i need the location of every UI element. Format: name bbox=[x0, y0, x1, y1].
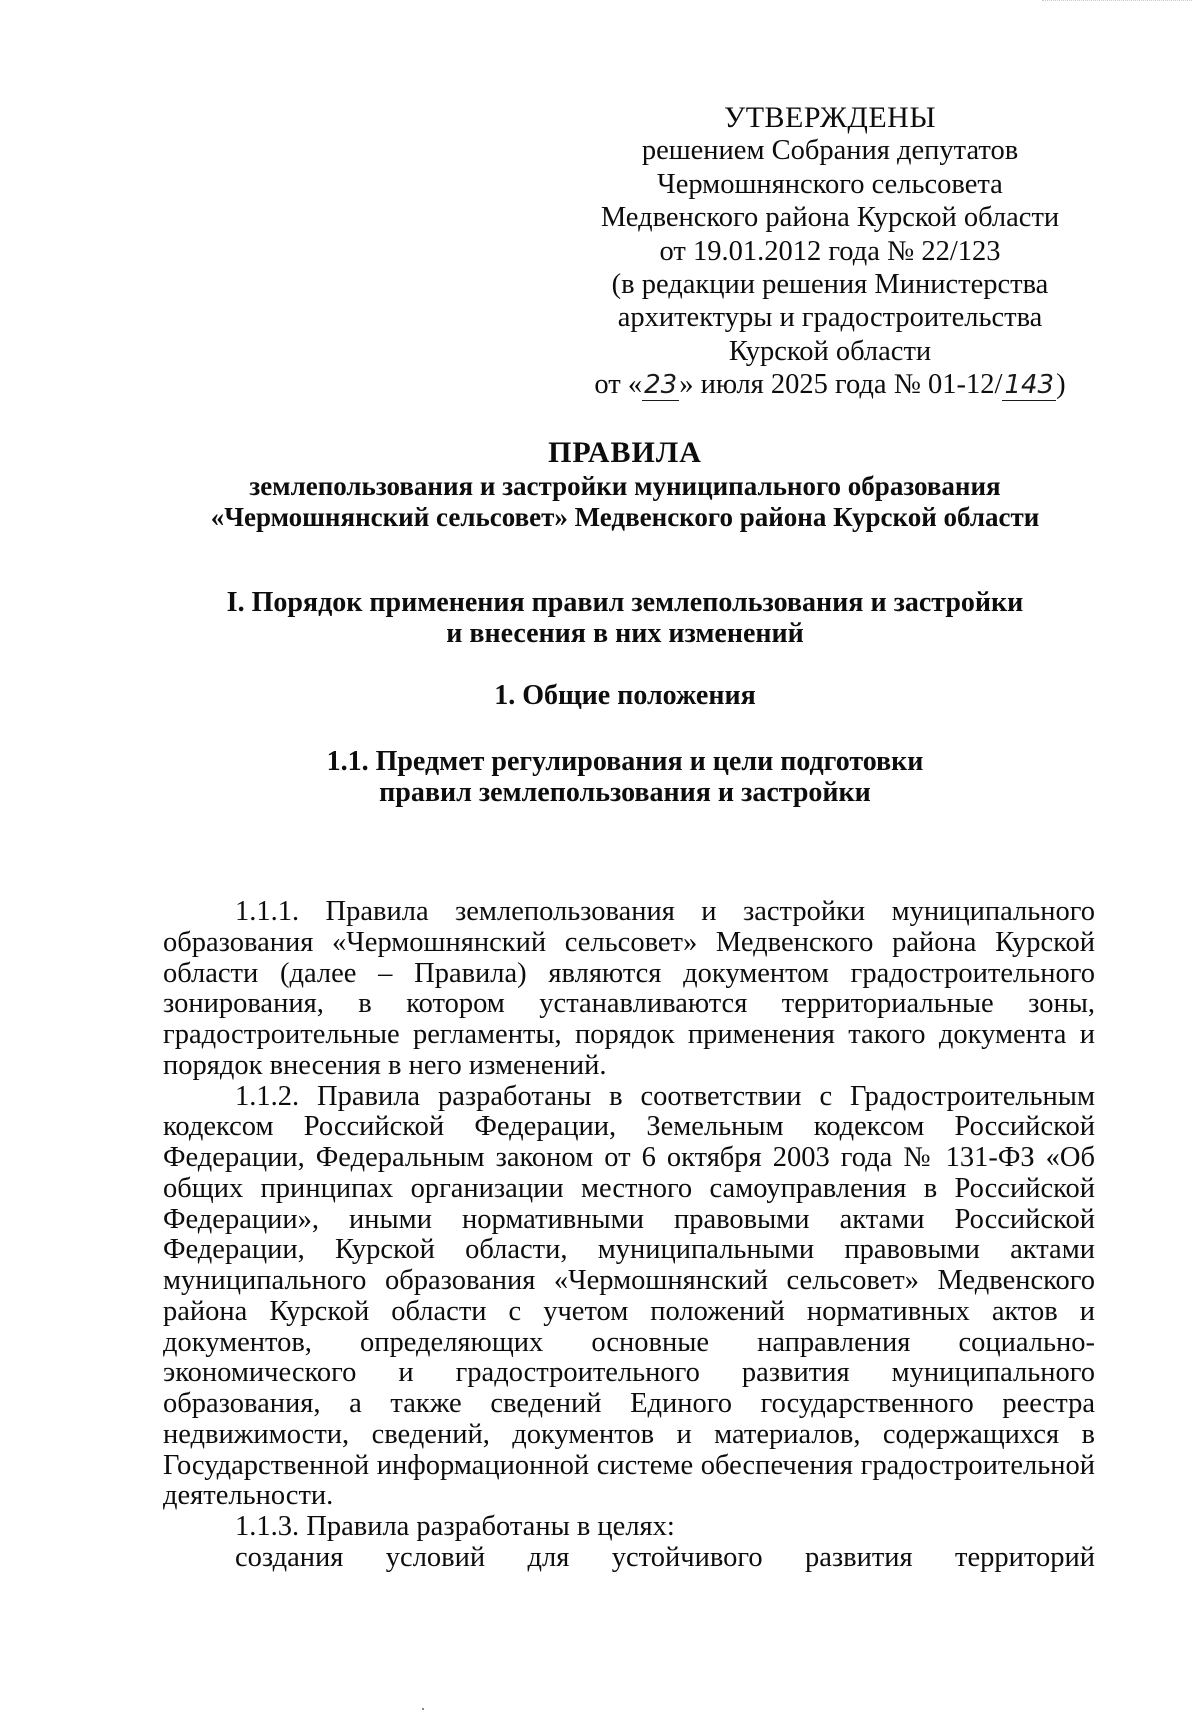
title-main: ПРАВИЛА bbox=[548, 436, 702, 469]
subsection-heading-line-2: правил землепользования и застройки bbox=[379, 777, 871, 808]
title-sub-1: землепользования и застройки муниципального образования bbox=[249, 471, 1001, 501]
section-heading-line-2: и внесения в них изменений bbox=[446, 618, 804, 649]
approval-line-7: Курской области bbox=[728, 335, 932, 367]
paragraph-1-1-2: 1.1.2. Правила разработаны в соответствии с Градостроительным кодексом Российской Федерации, Земельным кодексом Российской Федерации, Федеральным законом от 6 октября 2003 года № 131-ФЗ «Об общих принципах организации местного самоуправления в Российской Федерации», иными нормативными правовыми актами Российской Федерации, Курской области, муниципальными правовыми актами муниципального образования «Чермошнянский сельсовет» Медвенского района Курской области с учетом положений нормативных актов и документов, определяющих основные направления социально-экономического и градостроительного развития муниципального образования, а также сведений Единого государственного реестра недвижимости, сведений, документов и материалов, содержащихся в Государственной информационной системе обеспечения градостроительной деятельности. bbox=[163, 1080, 1095, 1512]
approval-line-1: решением Собрания депутатов bbox=[641, 135, 1019, 167]
scan-artifact-dot bbox=[422, 1708, 424, 1710]
scan-artifact bbox=[1042, 0, 1192, 7]
paragraph-1-1-1: 1.1.1. Правила землепользования и застройки муниципального образования «Чермошнянский сельсовет» Медвенского района Курской области (далее – Правила) являются документом градостроительного зонирования, в котором устанавливаются территориальные зоны, градостроительные регламенты, порядок применения такого документа и порядок внесения в него изменений. bbox=[163, 896, 1095, 1081]
document-body bbox=[163, 897, 1095, 1574]
document-title bbox=[150, 437, 1100, 533]
subsection-heading-line-1: 1.1. Предмет регулирования и цели подготовки bbox=[326, 746, 924, 777]
date-middle: » июля 2025 года № 01-12/ bbox=[679, 369, 1003, 401]
section-heading bbox=[150, 587, 1100, 649]
handwritten-day: 23 bbox=[642, 369, 679, 402]
date-suffix: ) bbox=[1056, 369, 1066, 401]
handwritten-number: 143 bbox=[1002, 369, 1056, 402]
section-heading-line-1: I. Порядок применения правил землепользования и застройки bbox=[226, 587, 1024, 618]
approval-line-3: Медвенского района Курской области bbox=[600, 202, 1060, 234]
approval-date-line bbox=[560, 368, 1100, 402]
date-prefix: от « bbox=[594, 369, 643, 401]
paragraph-1-1-3: 1.1.3. Правила разработаны в целях: bbox=[235, 1511, 675, 1542]
paragraph-goal-1: создания условий для устойчивого развития территорий bbox=[235, 1541, 1095, 1573]
approval-line-6: архитектуры и градостроительства bbox=[617, 302, 1043, 334]
approval-line-4: от 19.01.2012 года № 22/123 bbox=[659, 235, 1001, 267]
chapter-heading: 1. Общие положения bbox=[494, 680, 756, 711]
approval-line-5: (в редакции решения Министерства bbox=[611, 269, 1049, 301]
approval-stamp-block bbox=[560, 101, 1100, 403]
approval-heading: УТВЕРЖДЕНЫ bbox=[723, 101, 937, 134]
subsection-heading bbox=[150, 746, 1100, 808]
approval-line-2: Чермошнянского сельсовета bbox=[657, 168, 1003, 200]
title-sub-2: «Чермошнянский сельсовет» Медвенского района Курской области bbox=[210, 502, 1040, 532]
